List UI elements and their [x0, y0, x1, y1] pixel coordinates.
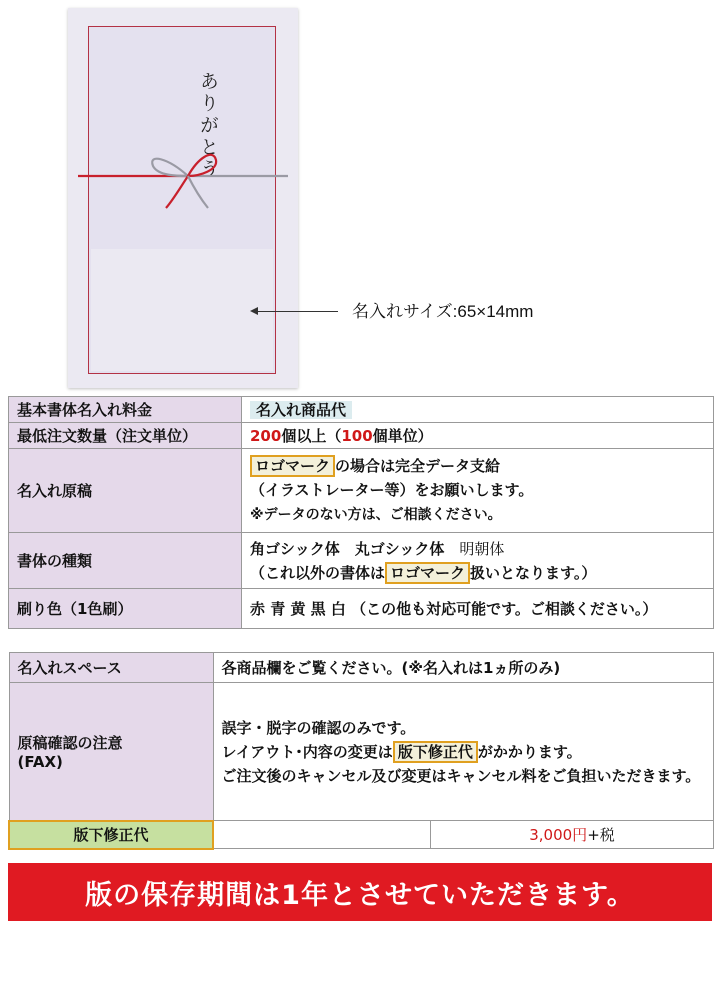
- price-cell: [431, 821, 714, 849]
- row-value: [242, 423, 714, 449]
- row-label: 名入れスペース: [9, 653, 213, 683]
- manuscript-line3: ※データのない方は、ご相談ください。: [250, 507, 502, 523]
- tax-label: +税: [587, 826, 615, 844]
- table-row: [9, 423, 714, 449]
- row-label: 書体の種類: [9, 533, 242, 589]
- size-annotation: 名入れサイズ:65×14mm: [352, 302, 534, 321]
- envelope-label: ありがとう: [197, 71, 219, 181]
- proof-line1: 誤字・脱字の確認のみです。: [221, 718, 416, 737]
- row-value: [213, 683, 714, 821]
- proof-line2-pre: レイアウト･内容の変更は: [221, 742, 393, 761]
- min-qty: 200: [250, 427, 282, 445]
- proof-line2-post: がかかります。: [477, 742, 582, 761]
- row-label: 名入れ原稿: [9, 449, 242, 533]
- table-row: [9, 683, 714, 821]
- proof-table: [8, 652, 714, 850]
- manuscript-line2: （イラストレーター等）をお願いします。: [250, 481, 534, 499]
- row-label: 最低注文数量（注文単位）: [9, 423, 242, 449]
- gothic-fonts: 角ゴシック体 丸ゴシック体: [250, 539, 445, 558]
- print-colors: 赤 青 黄 黒 白 （この他も対応可能です。ご相談ください。）: [242, 589, 714, 629]
- row-value: 各商品欄をご覧ください。(※名入れは1ヵ所のみ): [213, 653, 714, 683]
- proof-label-fax: (FAX): [17, 752, 63, 771]
- table-row: [9, 653, 714, 683]
- row-label: 基本書体名入れ料金: [9, 397, 242, 423]
- proof-label: 原稿確認の注意: [17, 733, 123, 752]
- envelope-image: [68, 8, 298, 388]
- row-value: [242, 397, 714, 423]
- mincho-font: 明朝体: [459, 539, 505, 558]
- logo-mark-box: ロゴマーク: [385, 562, 470, 584]
- qty-unit-2: 個単位）: [372, 427, 433, 445]
- proof-line3: ご注文後のキャンセル及び変更はキャンセル料をご負担いただきます。: [221, 766, 701, 785]
- row-value: [242, 533, 714, 589]
- revision-fee-label: 版下修正代: [9, 821, 213, 849]
- arrow-line: [254, 311, 338, 312]
- qty-unit: 個以上（: [281, 427, 342, 445]
- table-row: [9, 589, 714, 629]
- retention-banner: 版の保存期間は1年とさせていただきます。: [8, 863, 712, 921]
- revision-fee-box: 版下修正代: [393, 741, 478, 763]
- row-value: [242, 449, 714, 533]
- revision-price: 3,000円: [529, 826, 588, 844]
- empty-cell: [213, 821, 431, 849]
- table-row: [9, 397, 714, 423]
- font-note-post: 扱いとなります。）: [470, 563, 597, 582]
- print-spec-table: [8, 396, 714, 629]
- font-note-pre: （これ以外の書体は: [250, 563, 386, 582]
- table-row: [9, 449, 714, 533]
- order-unit: 100: [341, 427, 373, 445]
- table-row: [9, 533, 714, 589]
- row-label: [9, 683, 213, 821]
- logo-mark-box: ロゴマーク: [250, 455, 335, 477]
- row-label: 刷り色（1色刷）: [9, 589, 242, 629]
- price-highlight: 名入れ商品代: [250, 401, 352, 419]
- table-row: [9, 821, 714, 849]
- mizuhiki-cord-icon: [68, 8, 298, 388]
- manuscript-line1: の場合は完全データ支給: [335, 457, 501, 475]
